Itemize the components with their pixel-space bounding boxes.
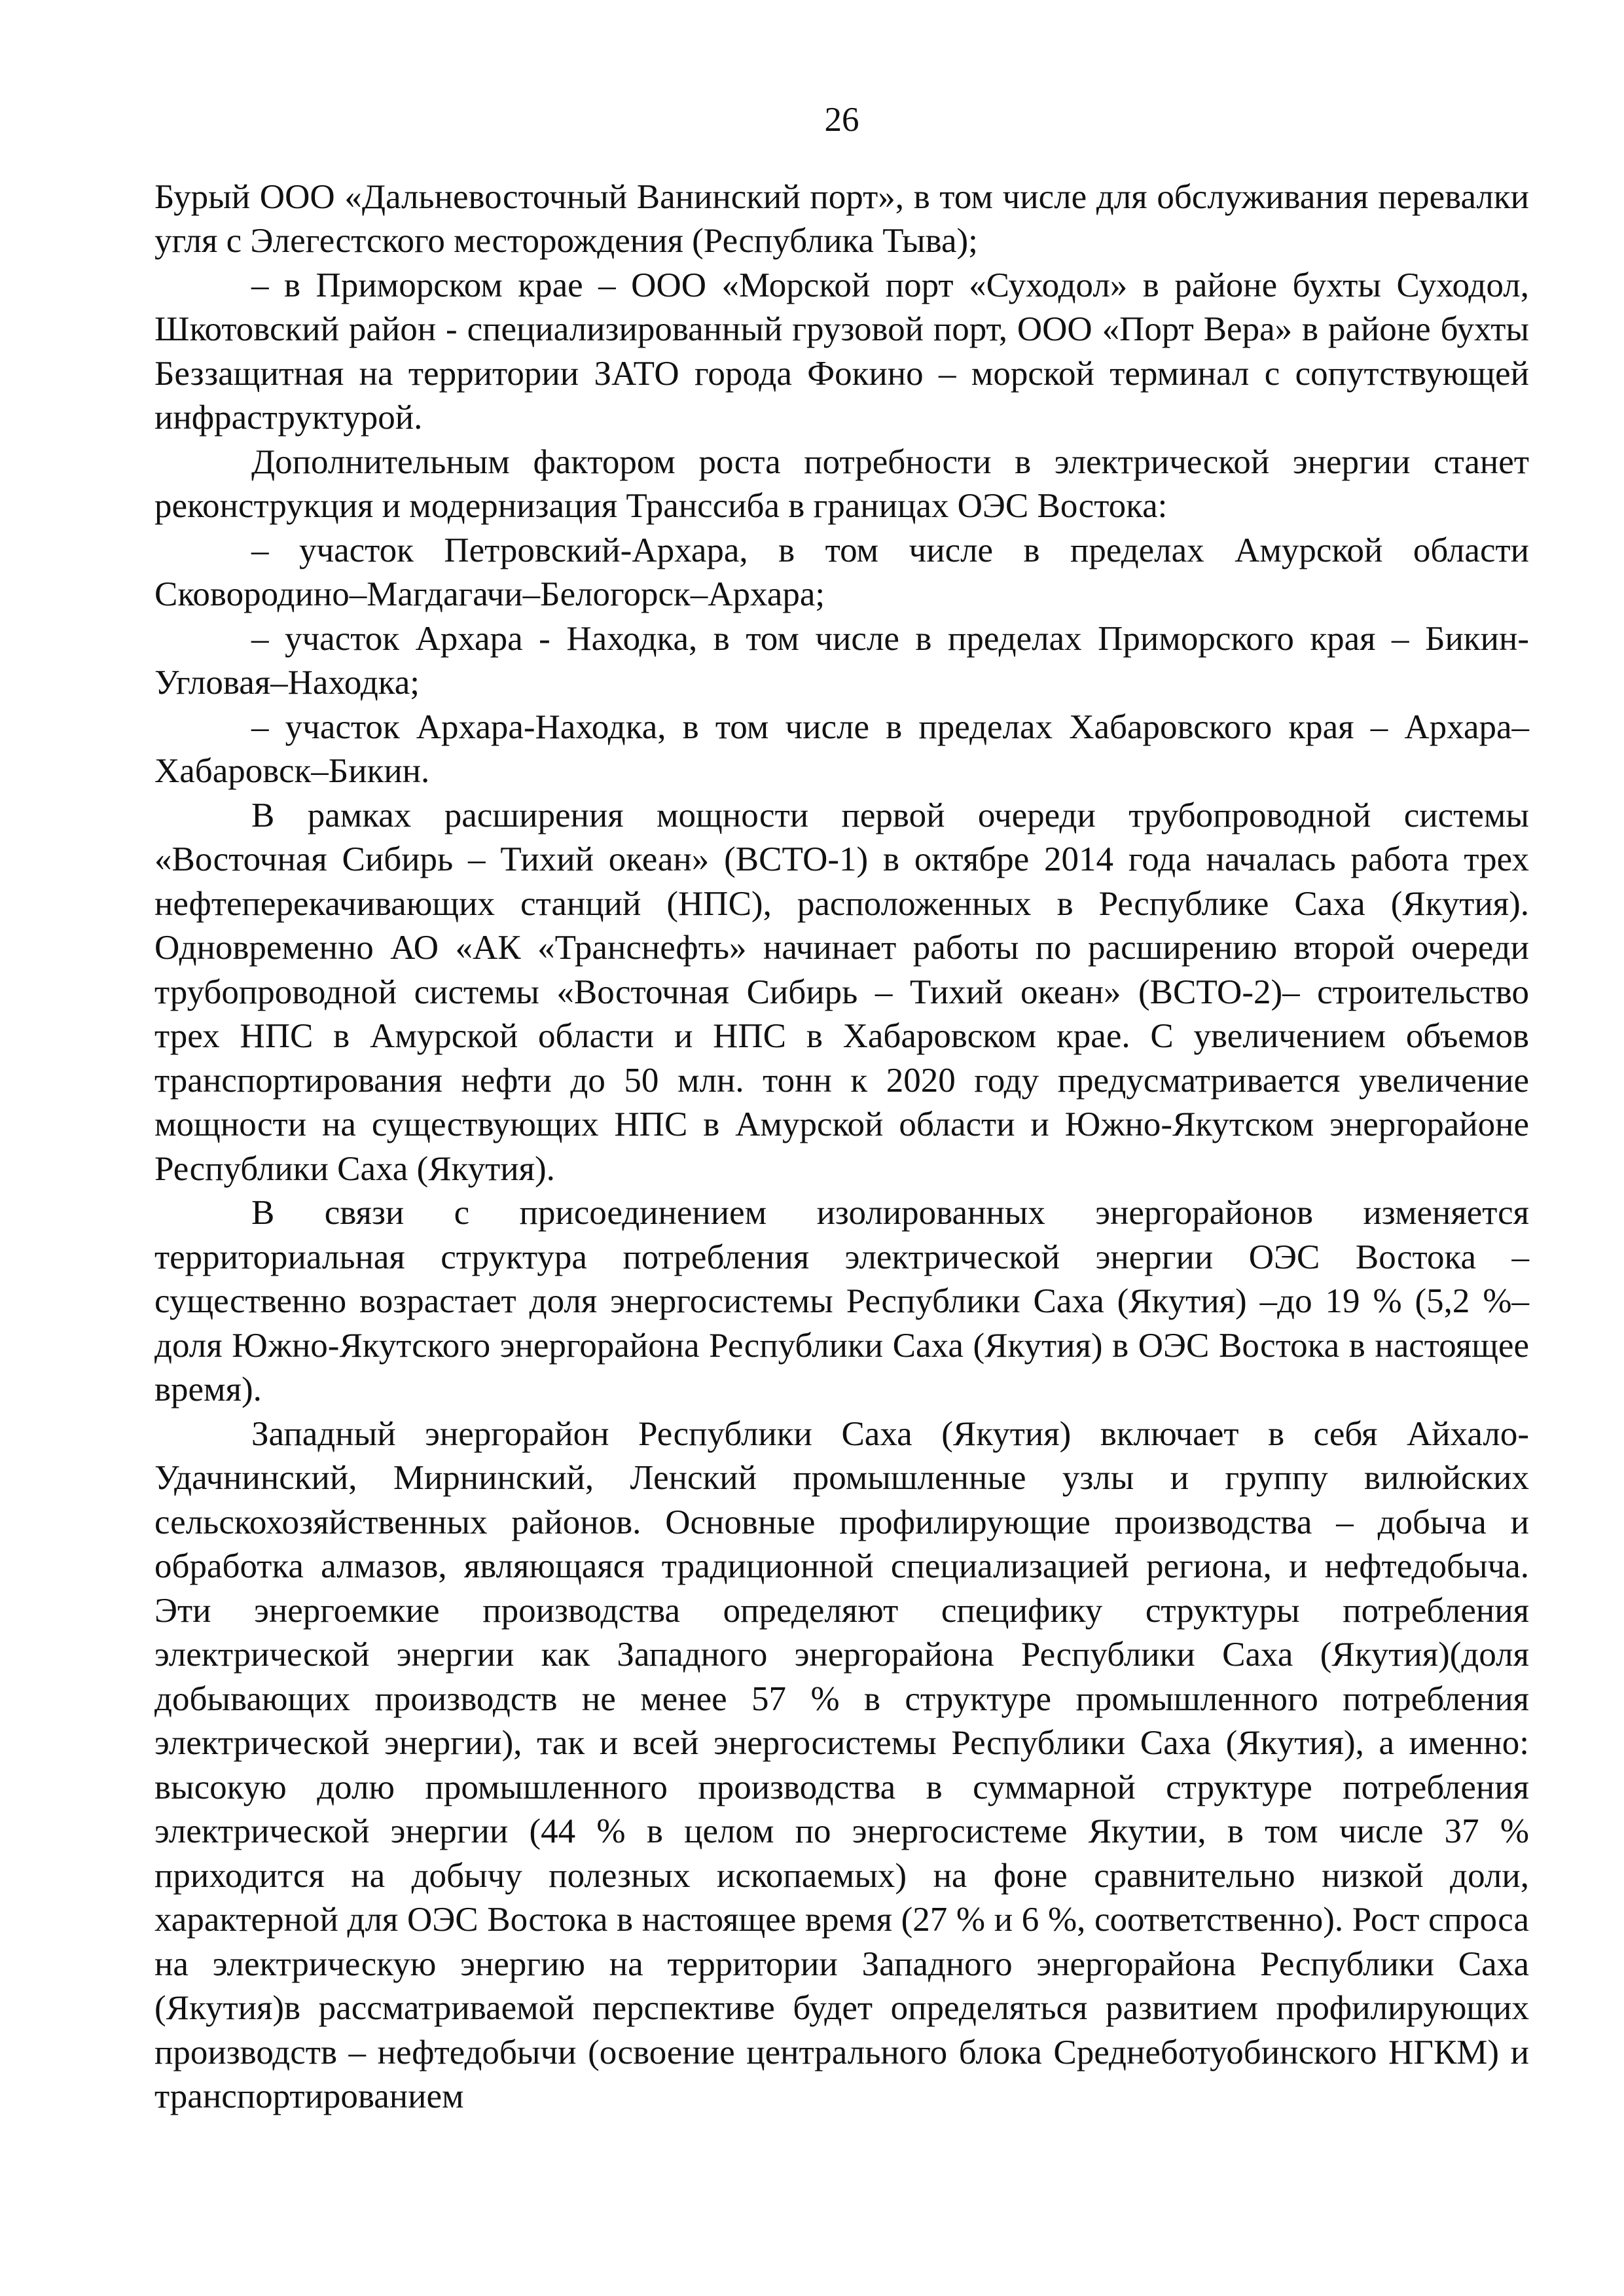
document-page bbox=[154, 98, 1529, 2119]
paragraph-western-region: Западный энергорайон Республики Саха (Якутия) включает в себя Айхало-Удачнинский, Мирнинский, Ленский промышленные узлы и группу вилюйских сельскохозяйственных районов. Основные профилирующие производства – добыча и обработка алмазов, являющаяся традиционной специализацией региона, и нефтедобыча. Эти энергоемкие производства определяют специфику структуры потребления электрической энергии как Западного энергорайона Республики Саха (Якутия)(доля добывающих производств не менее 57 % в структуре промышленного потребления электрической энергии), так и всей энергосистемы Республики Саха (Якутия), а именно: высокую долю промышленного производства в суммарной структуре потребления электрической энергии (44 % в целом по энергосистеме Якутии, в том числе 37 % приходится на добычу полезных ископаемых) на фоне сравнительно низкой доли, характерной для ОЭС Востока в настоящее время (27 % и 6 %, соответственно). Рост спроса на электрическую энергию на территории Западного энергорайона Республики Саха (Якутия)в рассматриваемой перспективе будет определяться развитием профилирующих производств – нефтедобычи (освоение центрального блока Среднеботуобинского НГКМ) и транспортированием bbox=[154, 1414, 1529, 2115]
paragraph-transsib-intro: Дополнительным фактором роста потребности в электрической энергии станет реконструкция и модернизация Транссиба в границах ОЭС Востока: bbox=[154, 442, 1529, 525]
list-item-arkhara-nakhodka-primorsky: – участок Архара - Находка, в том числе в пределах Приморского края – Бикин- Угловая–Находка; bbox=[154, 619, 1529, 702]
page-number: 26 bbox=[824, 101, 859, 139]
paragraph-isolated-regions: В связи с присоединением изолированных энергорайонов изменяется территориальная структура потребления электрической энергии ОЭС Востока – существенно возрастает доля энергосистемы Республики Саха (Якутия) –до 19 % (5,2 %– доля Южно-Якутского энергорайона Республики Саха (Якутия) в ОЭС Востока в настоящее время). bbox=[154, 1194, 1529, 1408]
list-item-arkhara-nakhodka-khabarovsk: – участок Архара-Находка, в том числе в пределах Хабаровского края – Архара–Хабаровск–Бикин. bbox=[154, 708, 1529, 790]
list-item-petrovsky-arkhara: – участок Петровский-Архара, в том числе в пределах Амурской области Сковородино–Магдагачи–Белогорск–Архара; bbox=[154, 531, 1529, 613]
paragraph-continuation: Бурый ООО «Дальневосточный Ванинский порт», в том числе для обслуживания перевалки угля с Элегестского месторождения (Республика Тыва); bbox=[154, 177, 1529, 260]
paragraph-vsto: В рамках расширения мощности первой очереди трубопроводной системы «Восточная Сибирь – Тихий океан» (ВСТО-1) в октябре 2014 года началась работа трех нефтеперекачивающих станций (НПС), расположенных в Республике Саха (Якутия). Одновременно АО «АК «Транснефть» начинает работы по расширению второй очереди трубопроводной системы «Восточная Сибирь – Тихий океан» (ВСТО-2)– строительство трех НПС в Амурской области и НПС в Хабаровском крае. С увеличением объемов транспортирования нефти до 50 млн. тонн к 2020 году предусматривается увеличение мощности на существующих НПС в Амурской области и Южно-Якутском энергорайоне Республики Саха (Якутия). bbox=[154, 796, 1529, 1188]
paragraph-primorsky-ports: – в Приморском крае – ООО «Морской порт «Суходол» в районе бухты Суходол, Шкотовский район - специализированный грузовой порт, ООО «Порт Вера» в районе бухты Беззащитная на территории ЗАТО города Фокино – морской терминал с сопутствующей инфраструктурой. bbox=[154, 266, 1529, 437]
